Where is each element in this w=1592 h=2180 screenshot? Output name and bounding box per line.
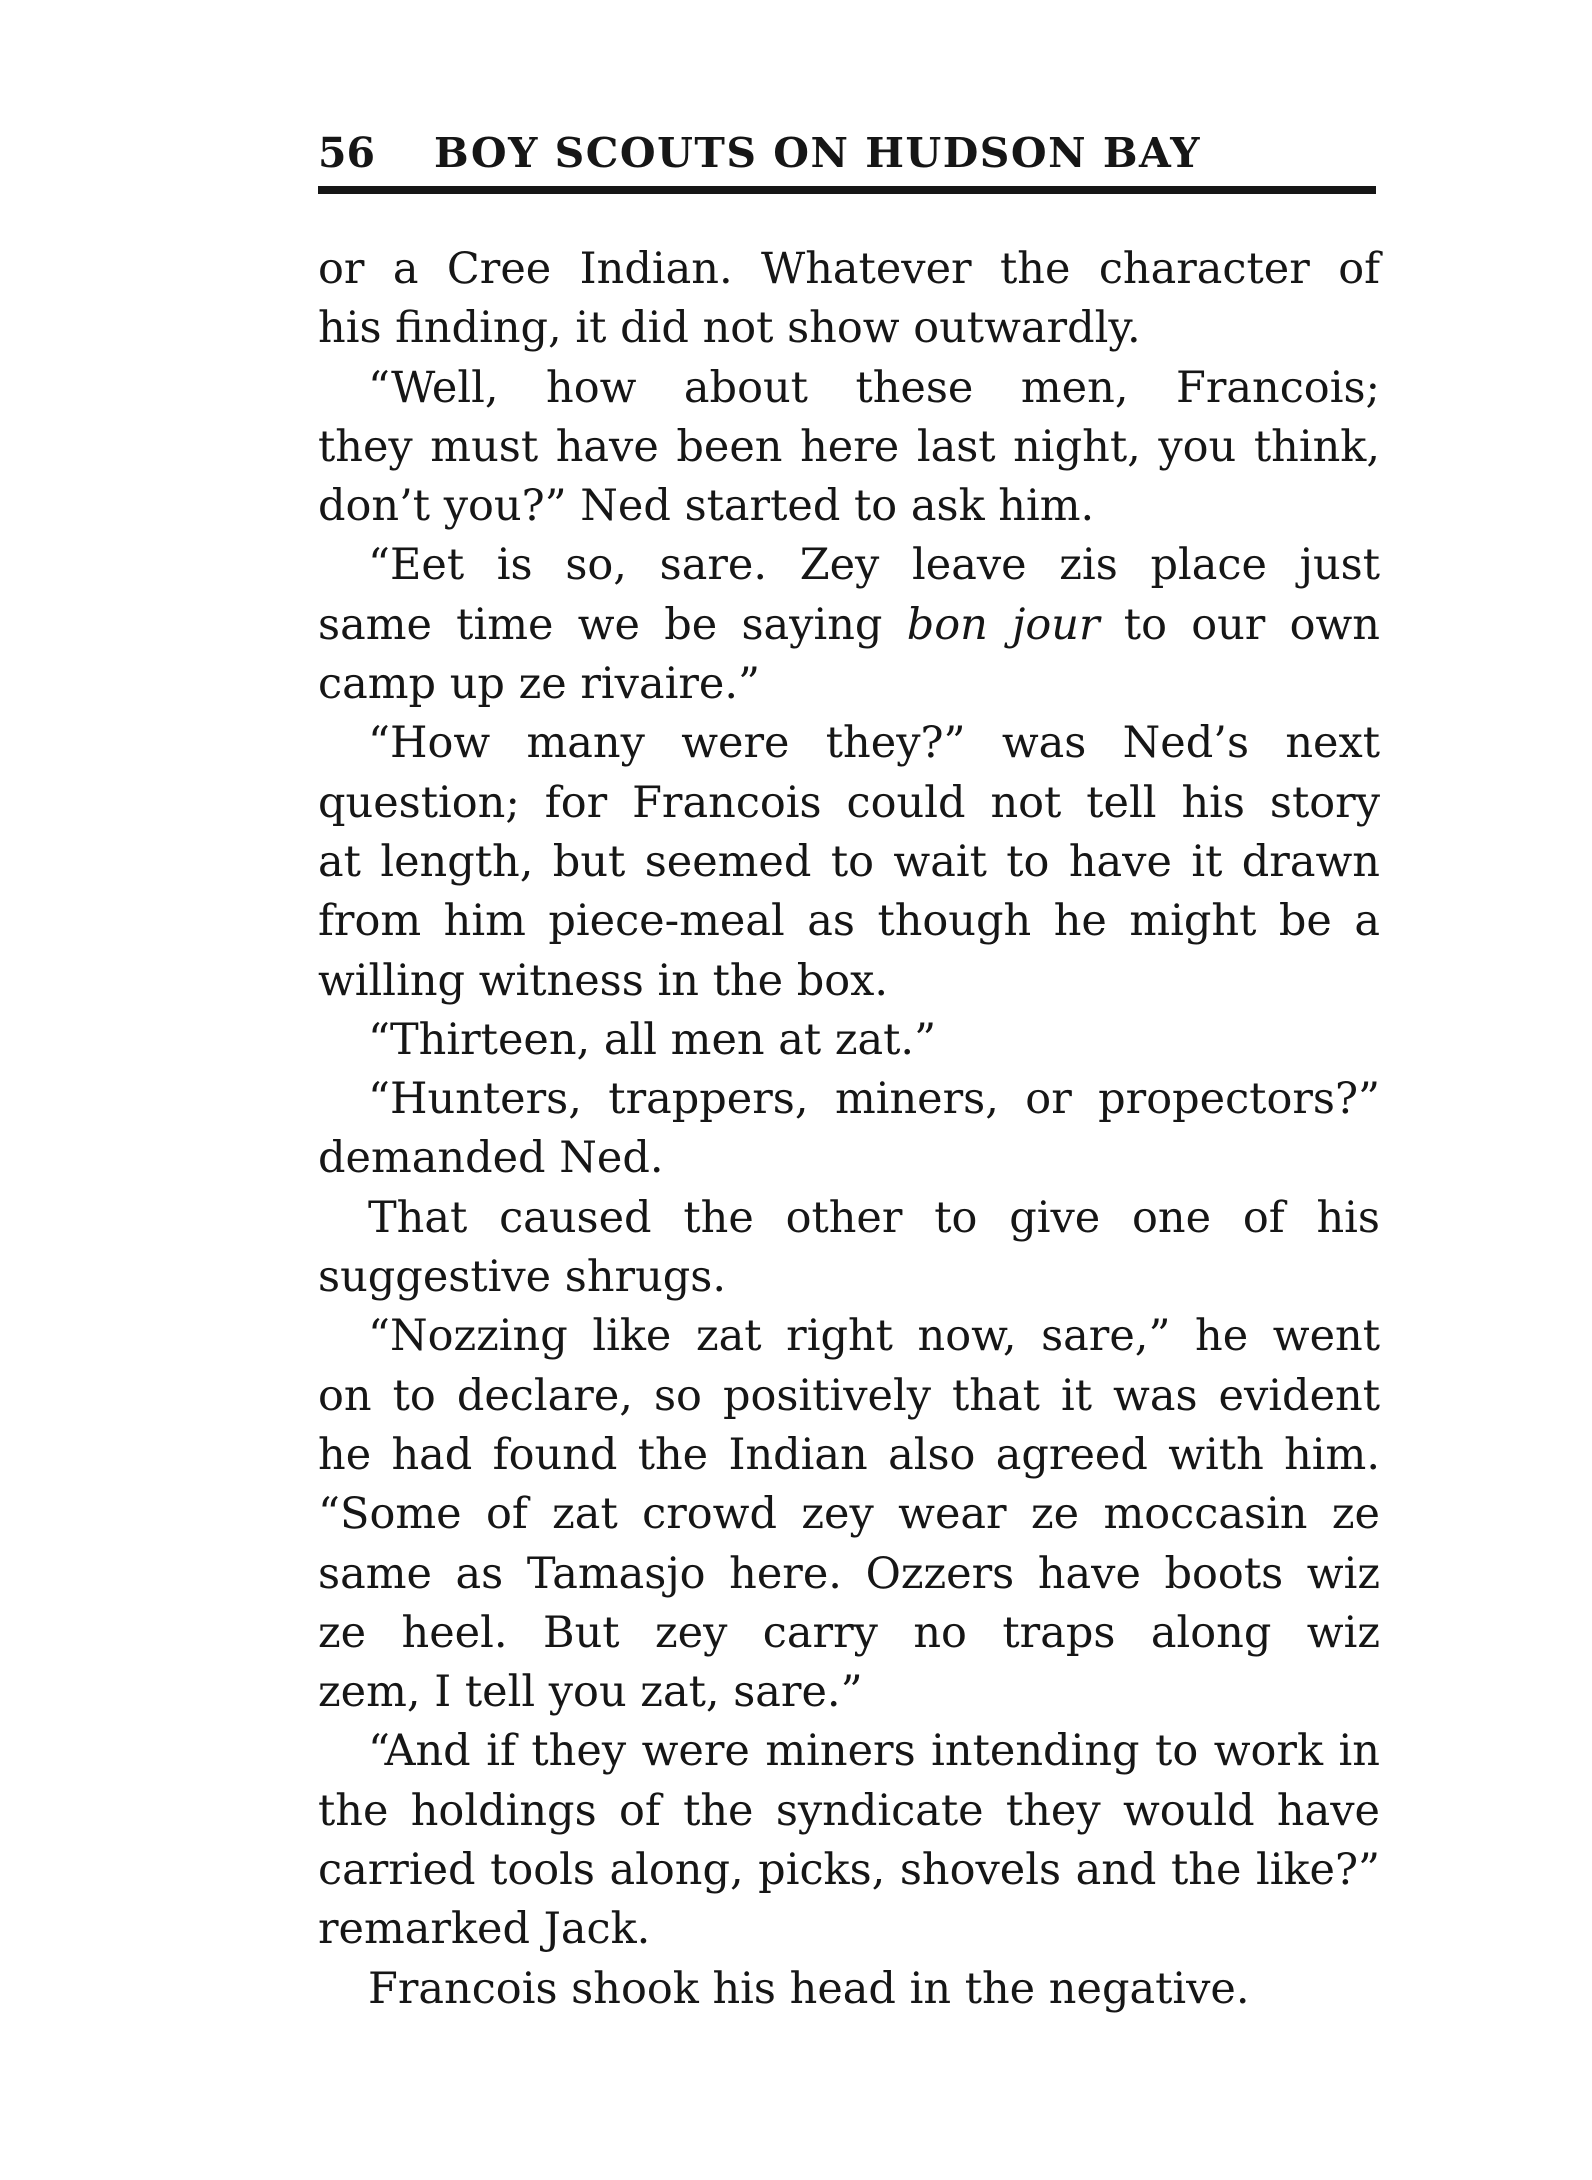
- text-line: camp up ze rivaire.”: [318, 659, 760, 710]
- page-number: 56: [318, 129, 376, 177]
- text-line: That caused the other to give one of his: [368, 1192, 1380, 1243]
- text-line: “Thirteen, all men at zat.”: [368, 1014, 937, 1065]
- text-line: from him piece-meal as though he might be a: [318, 896, 1380, 947]
- text-line: demanded Ned.: [318, 1133, 664, 1184]
- text-line: they must have been here last night, you think,: [318, 421, 1380, 472]
- text-line: “How many were they?” was Ned’s next: [368, 718, 1380, 769]
- body-text: [318, 240, 1380, 2019]
- text-line: “Hunters, trappers, miners, or propectors?”: [368, 1074, 1380, 1125]
- text-line: at length, but seemed to wait to have it drawn: [318, 836, 1380, 887]
- text-line: remarked Jack.: [318, 1904, 651, 1955]
- header-rule: [318, 186, 1376, 194]
- text-line: same as Tamasjo here. Ozzers have boots wiz: [318, 1548, 1380, 1599]
- text-segment: same time we be saying: [318, 599, 907, 650]
- text-line: “Eet is so, sare. Zey leave zis place just: [368, 540, 1380, 591]
- text-line: the holdings of the syndicate they would have: [318, 1785, 1380, 1836]
- running-title: BOY SCOUTS ON HUDSON BAY: [434, 129, 1202, 177]
- text-segment: to our own: [1099, 599, 1381, 650]
- text-line: willing witness in the box.: [318, 955, 889, 1006]
- text-line: his finding, it did not show outwardly.: [318, 303, 1141, 354]
- text-line: on to declare, so positively that it was evident: [318, 1370, 1380, 1421]
- text-line: ze heel. But zey carry no traps along wiz: [318, 1607, 1380, 1658]
- text-line: “Nozzing like zat right now, sare,” he went: [368, 1311, 1380, 1362]
- text-line: Francois shook his head in the negative.: [368, 1963, 1250, 2014]
- text-line: carried tools along, picks, shovels and the like?”: [318, 1845, 1380, 1896]
- text-line: suggestive shrugs.: [318, 1252, 727, 1303]
- text-line: “Well, how about these men, Francois;: [368, 362, 1380, 413]
- text-line: question; for Francois could not tell his story: [318, 777, 1380, 828]
- text-line: he had found the Indian also agreed with him.: [318, 1429, 1380, 1480]
- text-line: “And if they were miners intending to work in: [368, 1726, 1380, 1777]
- text-line: or a Cree Indian. Whatever the character of: [318, 244, 1380, 294]
- text-line: zem, I tell you zat, sare.”: [318, 1667, 863, 1718]
- running-header: [318, 128, 1376, 200]
- text-line: don’t you?” Ned started to ask him.: [318, 481, 1095, 532]
- italic-phrase: bon jour: [906, 599, 1100, 650]
- text-line: “Some of zat crowd zey wear ze moccasin ze: [318, 1489, 1380, 1540]
- text-line: [318, 596, 1380, 655]
